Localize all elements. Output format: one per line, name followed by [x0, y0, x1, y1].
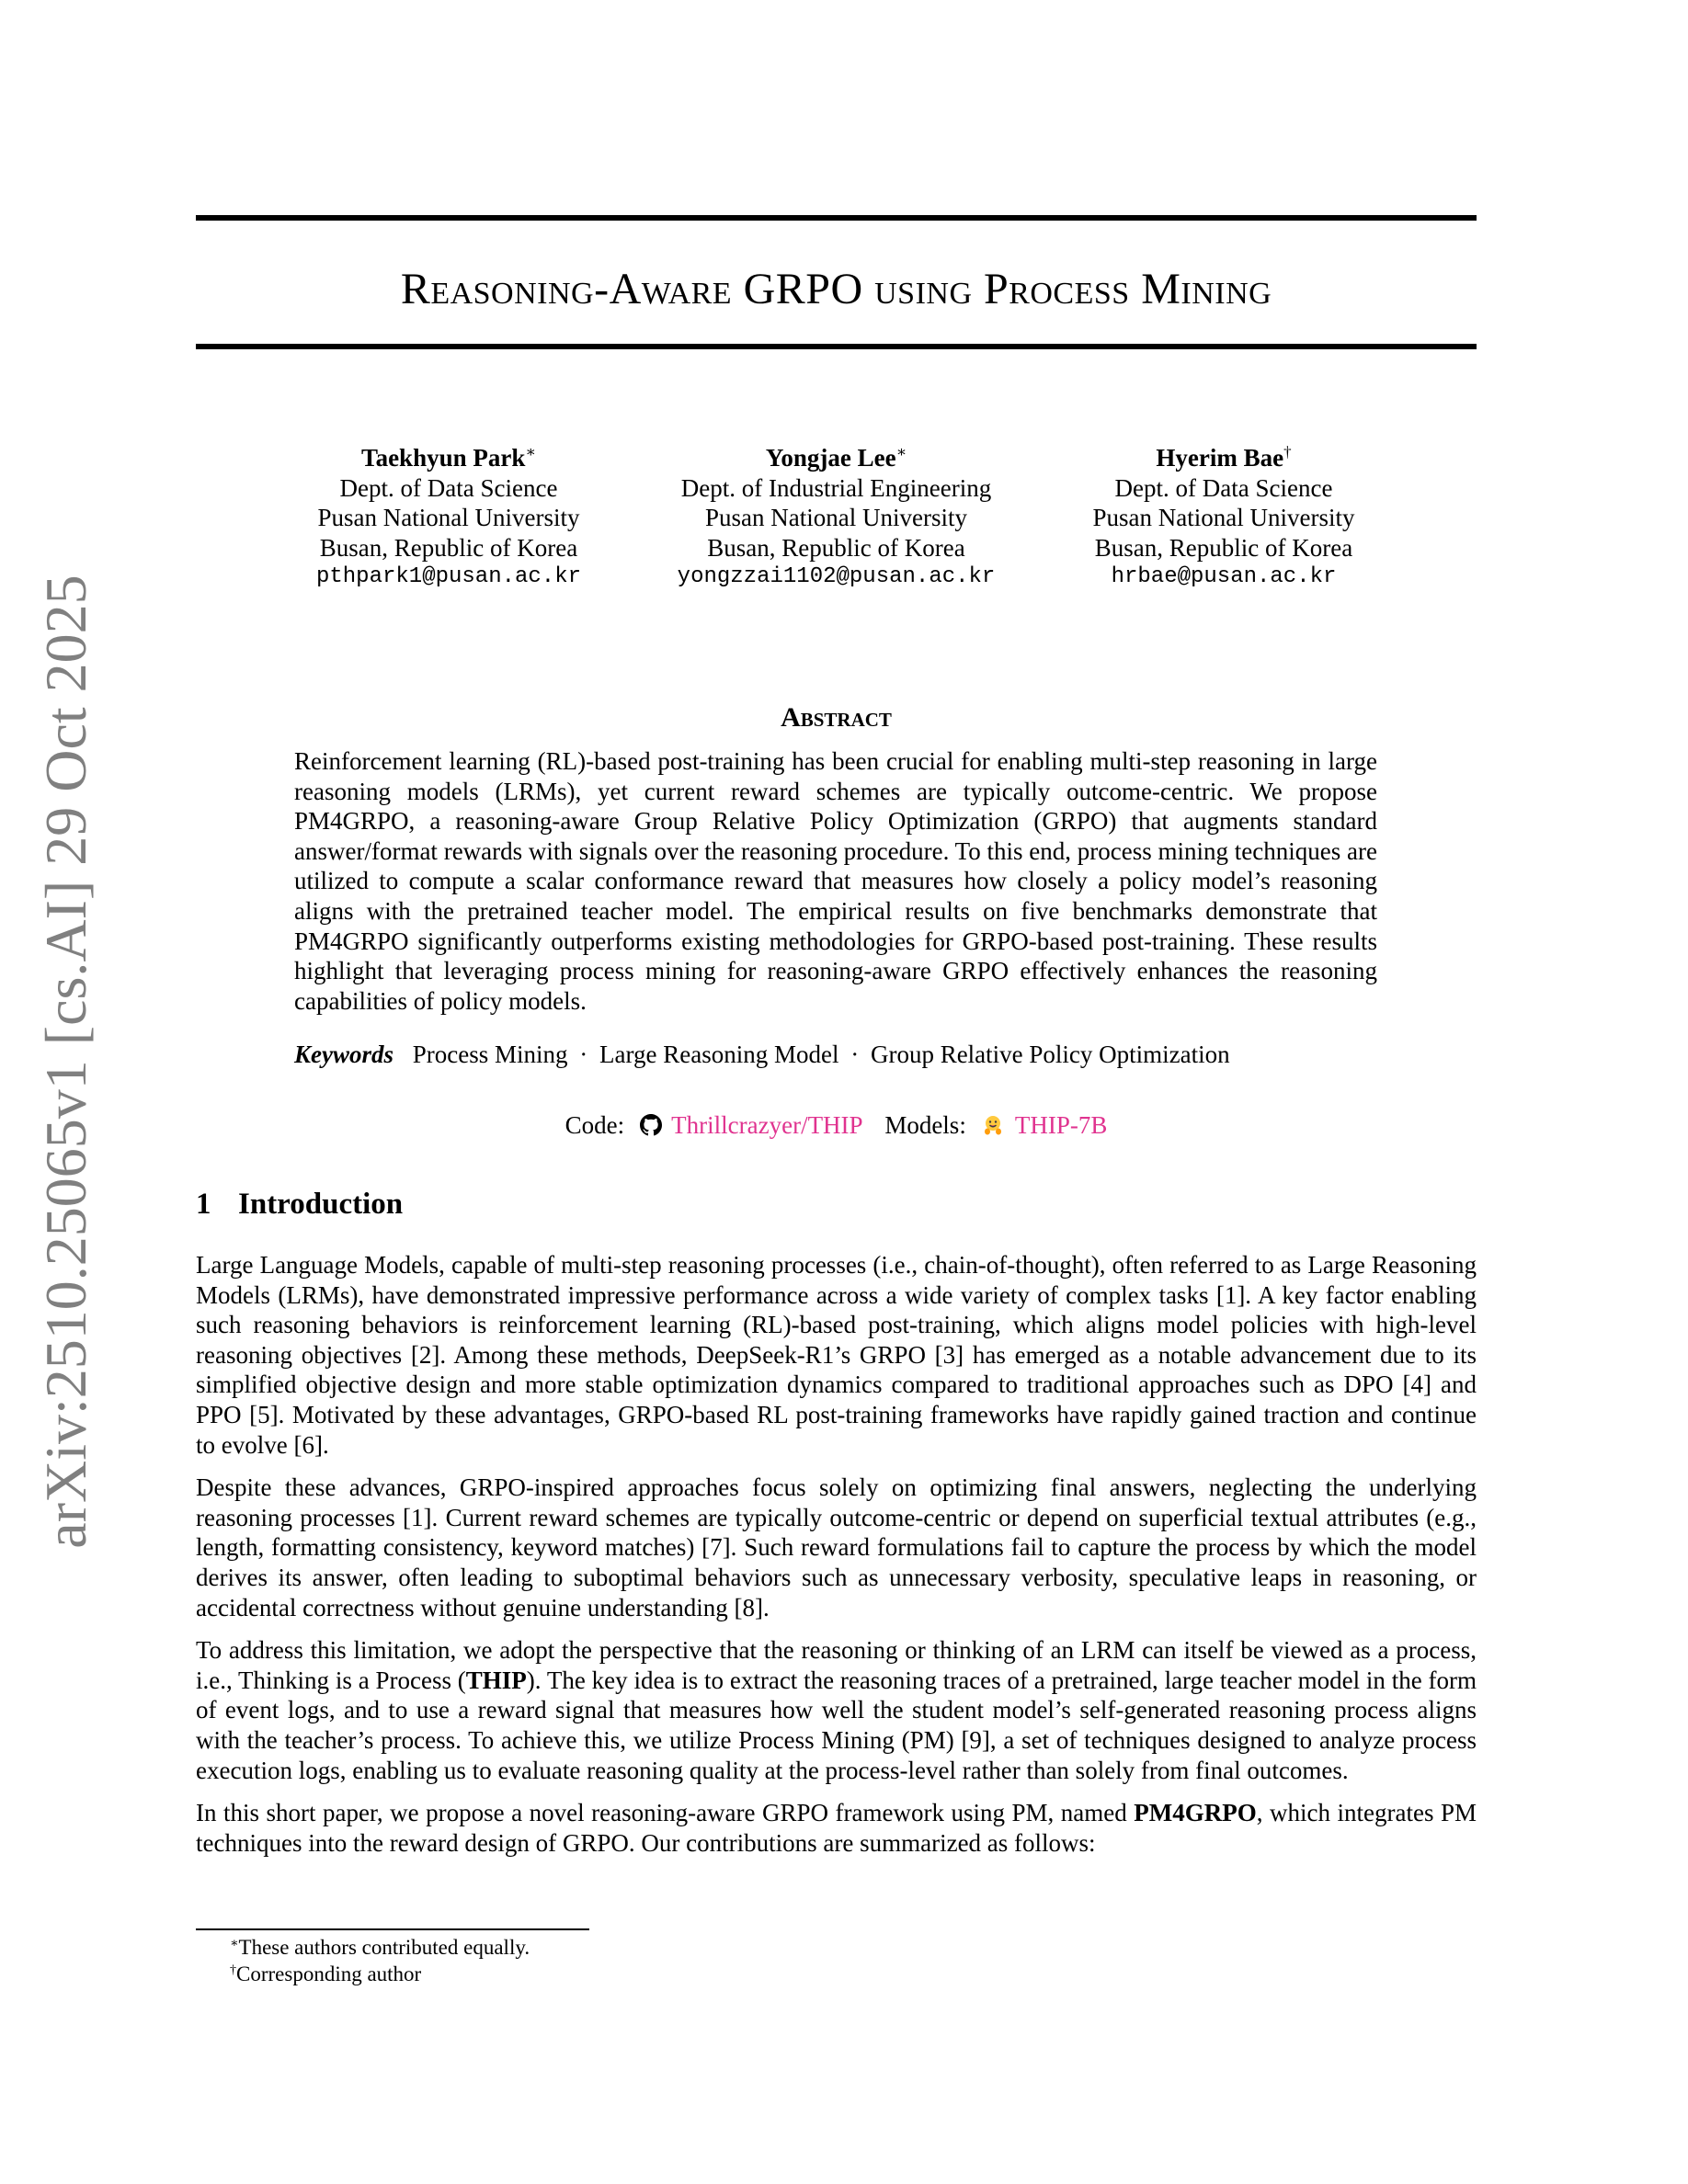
author-footnote-mark: ∗ [525, 443, 536, 461]
section-title: Introduction [238, 1188, 404, 1221]
resource-links [196, 1110, 1477, 1141]
paragraph: To address this limitation, we adopt the perspective that the reasoning or thinking of an LRM can itself be viewed as a process, i.e., Thinking is a Process (THIP). The key idea is to extract the reasoning traces of a pretrained, large teacher model in the form of event logs, and to use a reward signal that measures how well the student model’s self-generated reasoning process aligns with the teacher’s process. To achieve this, we utilize Process Mining (PM) [9], a set of techniques designed to analyze process execution logs, enabling us to evaluate reasoning quality at the process-level rather than solely from final outcomes. [196, 1636, 1477, 1784]
footnotes [230, 1934, 530, 1987]
keywords-label: Keywords [294, 1041, 393, 1068]
author-footnote-mark: ∗ [895, 443, 907, 461]
author-block [196, 443, 1477, 593]
abstract-text: Reinforcement learning (RL)-based post-training has been crucial for enabling multi-step reasoning in large reasoning models (LRMs), yet current reward schemes are typically outcome-centric. We propose PM4GRPO, a reasoning-aware Group Relative Policy Optimization (GRPO) that augments standard answer/format rewards with signals over the reasoning procedure. To this end, process mining techniques are utilized to compute a scalar conformance reward that measures how closely a policy model’s reasoning aligns with the pretrained teacher model. The empirical results on five benchmarks demonstrate that PM4GRPO significantly outperforms existing methodologies for GRPO-based post-training. These results highlight that leveraging process mining for reasoning-aware GRPO effectively enhances the reasoning capabilities of policy models. [294, 747, 1377, 1015]
emphasis-pm4grpo: PM4GRPO [1134, 1799, 1257, 1827]
keyword-separator: · [850, 1041, 860, 1068]
hugging-face-icon [982, 1114, 1004, 1136]
author-university: Pusan National University [705, 504, 967, 531]
keyword-item: Large Reasoning Model [599, 1041, 839, 1068]
author-university: Pusan National University [1092, 504, 1355, 531]
title-top-rule [196, 215, 1477, 221]
author-card [1054, 443, 1394, 593]
author-email[interactable]: hrbae@pusan.ac.kr [1111, 564, 1337, 589]
author-email[interactable]: yongzzai1102@pusan.ac.kr [677, 564, 996, 589]
author-email[interactable]: pthpark1@pusan.ac.kr [315, 564, 582, 589]
paragraph: Large Language Models, capable of multi-step reasoning processes (i.e., chain-of-thought), often referred to as Large Reasoning Models (LRMs), have demonstrated impressive performance across a wide variety of complex tasks [1]. A key factor enabling such reasoning behaviors is reinforcement learning (RL)-based post-training, which aligns model policies with high-level reasoning objectives [2]. Among these methods, DeepSeek-R1’s GRPO [3] has emerged as a notable advancement due to its simplified objective design and more stable optimization dynamics compared to traditional approaches such as DPO [4] and PPO [5]. Motivated by these advantages, GRPO-based RL post-training frameworks have rapidly gained traction and continue to evolve [6]. [196, 1251, 1477, 1459]
author-name: Taekhyun Park∗ [361, 443, 536, 472]
github-icon [640, 1114, 662, 1136]
author-location: Busan, Republic of Korea [319, 533, 578, 562]
code-label: Code: [565, 1111, 625, 1139]
abstract-heading: Abstract [781, 702, 892, 733]
author-department: Dept. of Data Science [339, 473, 558, 502]
emphasis-thip: THIP [465, 1666, 527, 1694]
footnote: †Corresponding author [230, 1962, 422, 1985]
author-footnote-mark: † [1283, 443, 1292, 461]
author-university: Pusan National University [317, 504, 580, 531]
footnote-rule [196, 1928, 589, 1930]
title-bottom-rule [196, 344, 1477, 349]
introduction-body [196, 1250, 1477, 1871]
footnote: ∗These authors contributed equally. [230, 1936, 530, 1959]
author-card [644, 443, 1030, 593]
author-card [279, 443, 619, 593]
arxiv-identifier-stamp: arXiv:2510.25065v1 [cs.AI] 29 Oct 2025 [33, 574, 98, 1549]
paragraph: In this short paper, we propose a novel reasoning-aware GRPO framework using PM, named PM4GRPO, which integrates PM techniques into the reward design of GRPO. Our contributions are summarized as follows: [196, 1799, 1477, 1857]
author-location: Busan, Republic of Korea [707, 533, 965, 562]
models-label: Models: [884, 1111, 966, 1139]
author-name: Yongjae Lee∗ [765, 443, 907, 472]
paper-title: Reasoning-Aware GRPO using Process Mining [400, 265, 1272, 313]
keywords-line [294, 1040, 1377, 1070]
keyword-item: Process Mining [412, 1041, 568, 1068]
keyword-separator: · [579, 1041, 588, 1068]
author-location: Busan, Republic of Korea [1094, 533, 1353, 562]
code-repository-link[interactable]: Thrillcrazyer/THIP [671, 1111, 862, 1139]
section-number: 1 [196, 1188, 211, 1221]
author-department: Dept. of Industrial Engineering [680, 473, 992, 502]
keyword-item: Group Relative Policy Optimization [870, 1041, 1230, 1068]
model-link[interactable]: THIP-7B [1014, 1111, 1108, 1139]
author-name: Hyerim Bae† [1156, 443, 1292, 472]
author-department: Dept. of Data Science [1114, 473, 1333, 502]
paragraph: Despite these advances, GRPO-inspired approaches focus solely on optimizing final answers, neglecting the underlying reasoning processes [1]. Current reward schemes are typically outcome-centric or depend on superficial textual attributes (e.g., length, formatting consistency, keyword matches) [7]. Such reward formulations fail to capture the process by which the model derives its answer, often leading to suboptimal behaviors such as unnecessary verbosity, speculative leaps in reasoning, or accidental correctness without genuine understanding [8]. [196, 1473, 1477, 1621]
section-heading [196, 1186, 403, 1223]
